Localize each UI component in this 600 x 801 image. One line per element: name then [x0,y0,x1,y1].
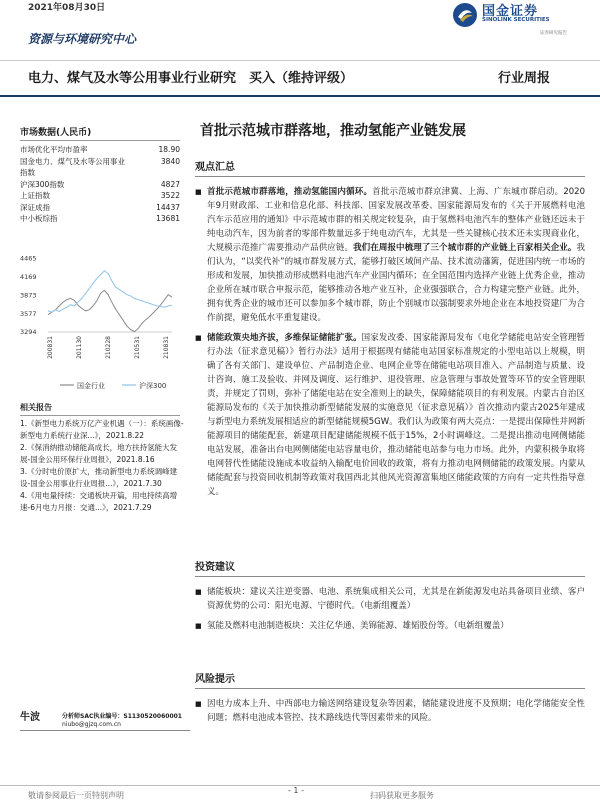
market-label: 上证指数 [20,191,50,200]
related-report-item[interactable]: 3.《分时电价原扩大，推动新型电力系统调峰建设-国金公用事业行业周报...》，2021.7.30 [20,467,178,488]
market-value: 3522 [160,191,180,200]
risk-section [195,670,585,731]
market-value: 13681 [156,214,180,223]
y-tick-label: 4465 [20,254,37,263]
summary-title: 观点汇总 [195,162,235,173]
point-lead: 储能政策央地齐拔，多维保证储能扩张。 [207,333,362,343]
market-row [20,156,180,179]
bullet-icon: ■ [195,334,202,342]
market-label: 沪深300指数 [20,179,65,189]
author-email[interactable]: niubo@gjzq.com.cn [62,721,121,728]
risk-text: 因电力成本上升、中西部电力输送网络建设复杂等因素，储能建设进度不及预期；电化学储能安全性问题；燃料电池成本管控、技术路线迭代等因素带来的风险。 [207,699,585,723]
investment-point [195,619,585,633]
point-text: 国家发改委、国家能源局发布《电化学储能电站安全管理暂行办法（征求意见稿）》暂行办法》适用于根据现有储能电站国家标准规定的小型电站以上规模，明确了各有关部门、建设单位、产品制造企业、电网企业等在储能电站项目准入、产品制造与质量、设计咨询、施工及验收、并网及调度、运行维护、退役管理、应急管理与事故处置等环节的安全管理职责，并规定了罚则，弥补了储能电站在安全准则上的缺失，保障储能项目的有利发展。内蒙古自治区能源局发布的《关于加快推动新型储能发展的实施意见（征求意见稿）》首次推动内蒙古2025年建成与新型电力系统发展相适应的新型储能规模5GW。我们认为政策有两大亮点：一是提出保障性并网新能源项目的储能配套，新建项目配建储能规模不低于15%，2小时调峰这。二是提出推动电网侧储能电站发展，准备出台电网侧储能电站容量电价，推动储能电站参与电力市场。此外，内蒙积极争取将电网替代性储能设施成本收益纳入输配电价回收的政策，将有力推动电网侧储能的政策发展。内蒙从储能配套与投资回收机制等政策对我国西北其他风光资源富集地区储能政策的方向有一定共性指导意义。 [207,333,585,497]
market-value: 14437 [156,202,180,212]
summary-point [195,185,585,325]
investment-section [195,558,585,639]
investment-text: 储能板块：建议关注逆变器、电池、系统集成相关公司，尤其是在新能源发电站具备项目业绩、客户资源优势的公司：阳光电源、宁德时代。（电新组覆盖） [207,587,585,611]
bullet-icon: ■ [195,700,202,708]
related-reports-list [20,418,185,514]
report-headline: 首批示范城市群落地，推动氢能产业链发展 [200,123,466,139]
logo-mark-icon [452,2,478,28]
research-center: 资源与环境研究中心 [28,32,137,46]
market-row [20,144,180,156]
summary-section [195,158,585,505]
related-reports-title: 相关报告 [20,402,180,416]
y-tick-label: 4169 [20,273,37,282]
market-row [20,202,180,214]
risk-point [195,697,585,725]
x-tick-label: 210531 [134,336,141,359]
y-tick-label: 3873 [20,291,37,300]
x-tick-label: 210228 [105,336,112,359]
footer-service: 扫码获取更多服务 [370,791,434,800]
related-report-item[interactable]: 4.《用电量持续：交通板块开篇，用电持续高增速-6月电力月报：交通...》，2021.7.29 [20,491,178,512]
market-value: 18.90 [158,145,180,154]
market-data-title: 市场数据(人民币) [20,125,180,141]
market-row [20,179,180,191]
report-date: 2021年08月30日 [28,3,106,13]
index-line-chart [20,250,180,400]
author-block [20,708,190,728]
market-label: 国金电力、煤气及水等公用事业指数 [20,156,125,177]
series-line [48,290,172,331]
point-lead: 首批示范城市群落地，推动氢能国内循环。 [207,187,373,197]
logo-en: SINOLINK SECURITIES [482,17,550,23]
market-label: 深证成指 [20,202,50,212]
legend-label: 沪深300 [139,382,167,390]
risk-title: 风险提示 [195,674,235,685]
market-label: 中小板综指 [20,214,58,223]
bullet-icon: ■ [195,588,202,596]
investment-text: 氢能及燃料电池制造板块：关注亿华通、美锦能源、雄韬股份等。（电新组覆盖） [207,621,509,631]
y-tick-label: 3294 [20,327,37,336]
summary-paragraph [207,185,585,325]
legend-label: 国金行业 [77,382,105,390]
bullet-icon: ■ [195,622,202,630]
market-value: 4827 [160,179,180,189]
point-lead: 我们在周报中梳理了三个城市群的产业链上百家相关企业。 [353,243,577,253]
market-data-panel [20,125,180,225]
market-row [20,213,180,225]
market-value: 3840 [160,156,180,166]
investment-point [195,585,585,613]
series-line [48,271,172,312]
logo-tag: 证券研究报告 [540,31,567,36]
point-text: 我们认为，“以奖代补”的城市群发展方式，能够打破区域间产品、技术流动藩篱，促进国内统一市场的形成和发展，加快推动形成燃料电池汽车产业国内循环；在全国范围内选择产业链上优秀企业，推动企业所在城市联合申报示范，能够推动各地产业互补，企业强强联合，合力构建完整产业链。此外，拥有优秀企业的城市还可以参加多个城市群，防止个别城市以强制要求外地企业在本地投资建厂为合作前提，避免低水平重复建设。 [207,243,585,323]
summary-paragraph [207,331,585,499]
related-report-item[interactable]: 2.《保消纳推动储能高成长，地方扶持氢能大发展-国金公用环保行业周报》，2021.8.16 [20,443,178,464]
bullet-icon: ■ [195,188,202,196]
y-tick-label: 3577 [20,310,37,319]
author-divider [20,730,190,731]
x-tick-label: 200831 [47,336,54,359]
logo-name: 国金证券 [482,4,539,19]
author-sac: 分析师SAC执业编号：S1130520060001 [62,713,182,720]
company-logo [452,0,582,34]
footer-disclaimer[interactable]: 敬请参阅最后一页特别声明 [28,791,124,800]
industry-rating: 电力、煤气及水等公用事业行业研究 买入（维持评级） [28,71,354,86]
page-number: - 1 - [288,786,304,795]
x-tick-label: 210831 [163,336,170,359]
x-tick-label: 201130 [76,336,83,359]
market-row [20,190,180,202]
report-type: 行业周报 [498,71,551,86]
chart-svg [20,250,180,400]
market-label: 市场优化平均市盈率 [20,145,88,154]
investment-title: 投资建议 [195,562,235,573]
header-divider-bold [0,95,600,97]
point-text: 首批示范城市群京津冀、上海、广东城市群启动。2020年9月财政部、工业和信息化部、科技部、国家发展改革委、国家能源局发布的《关于开展燃料电池汽车示范应用的通知》中示范城市群的相关规定较复杂，由于氢燃料电池汽车的整体产业链还远未于纯电动汽车，因为前者的零部件数量远多于纯电动汽车，尤其是一些关键核心技术还未实现商业化，大规模示范推广需要推动产品供应链。 [207,187,585,253]
header-divider [0,60,600,61]
related-report-item[interactable]: 1.《新型电力系统万亿产业机遇（一）：系统画像-新型电力系统行业深...》，2021.8.22 [20,419,184,440]
summary-point [195,331,585,499]
author-name: 牛波 [20,712,40,723]
